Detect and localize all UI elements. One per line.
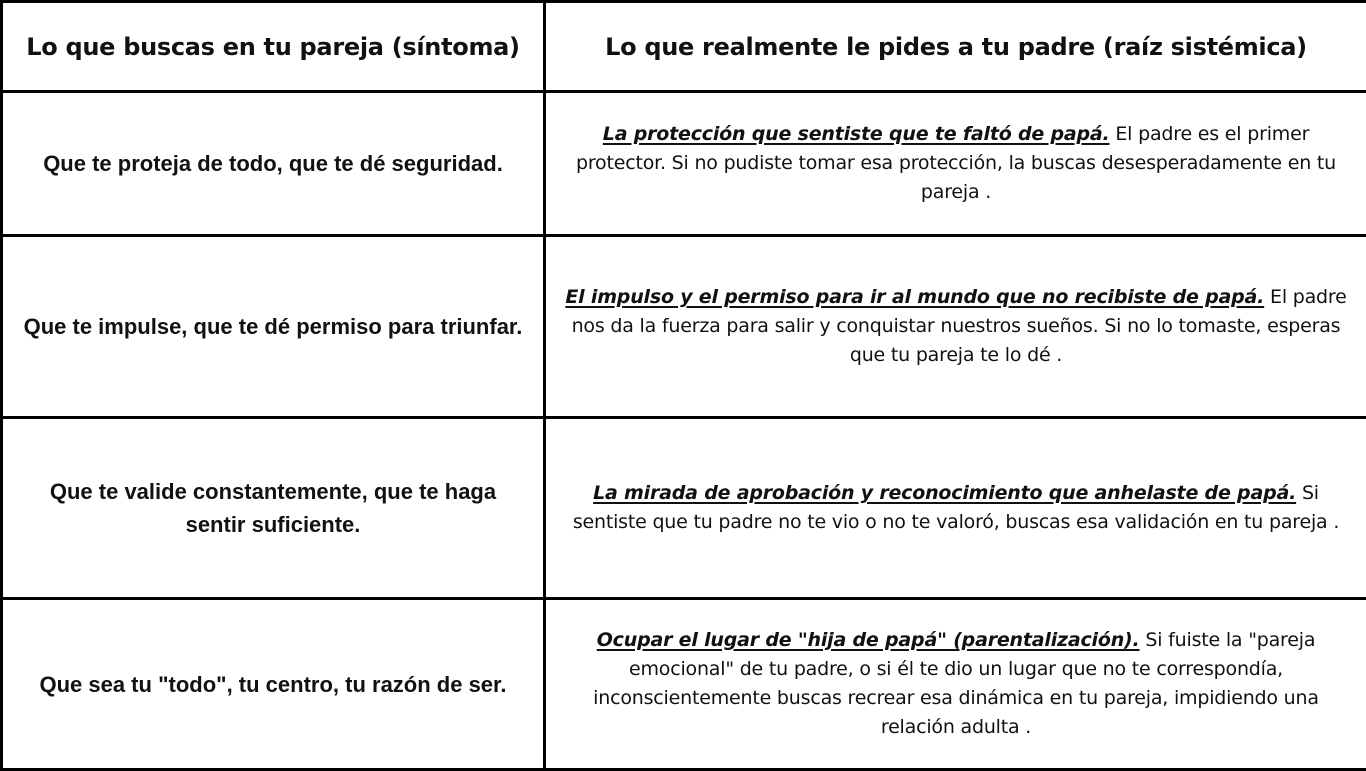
root-cell: [545, 418, 1366, 599]
root-cell: [545, 236, 1366, 418]
header-cell-root: [545, 2, 1366, 92]
table-row: [2, 418, 1366, 599]
header-root-label: Lo que realmente le pides a tu padre (raíz sistémica): [605, 33, 1307, 61]
root-emphasis: El impulso y el permiso para ir al mundo que no recibiste de papá.: [565, 286, 1264, 308]
root-description: Si fuiste la "pareja emocional" de tu padre, o si él te dio un lugar que no te correspondía, inconscientemente buscas recrear esa dinámica en tu pareja, impidiendo una relación adulta .: [593, 629, 1319, 738]
symptom-cell: Que te impulse, que te dé permiso para triunfar.: [2, 236, 545, 418]
root-emphasis: Ocupar el lugar de "hija de papá" (parentalización).: [597, 629, 1140, 651]
symptom-cell: Que sea tu "todo", tu centro, tu razón de ser.: [2, 599, 545, 770]
table-header-row: [2, 2, 1366, 92]
header-symptom-label: Lo que buscas en tu pareja (síntoma): [26, 33, 519, 61]
header-cell-symptom: [2, 2, 545, 92]
root-description: Si sentiste que tu padre no te vio o no te valoró, buscas esa validación en tu pareja .: [573, 482, 1339, 533]
table-row: [2, 236, 1366, 418]
symptom-cell: Que te proteja de todo, que te dé seguridad.: [2, 92, 545, 236]
table-row: [2, 92, 1366, 236]
root-emphasis: La mirada de aprobación y reconocimiento que anhelaste de papá.: [593, 482, 1296, 504]
root-description: El padre es el primer protector. Si no pudiste tomar esa protección, la buscas desesperadamente en tu pareja .: [576, 123, 1336, 203]
root-cell: [545, 599, 1366, 770]
root-description: El padre nos da la fuerza para salir y conquistar nuestros sueños. Si no lo tomaste, esperas que tu pareja te lo dé .: [572, 286, 1347, 366]
symptom-cell: Que te valide constantemente, que te haga sentir suficiente.: [2, 418, 545, 599]
root-emphasis: La protección que sentiste que te faltó de papá.: [603, 123, 1110, 145]
table-row: [2, 599, 1366, 770]
root-cell: [545, 92, 1366, 236]
